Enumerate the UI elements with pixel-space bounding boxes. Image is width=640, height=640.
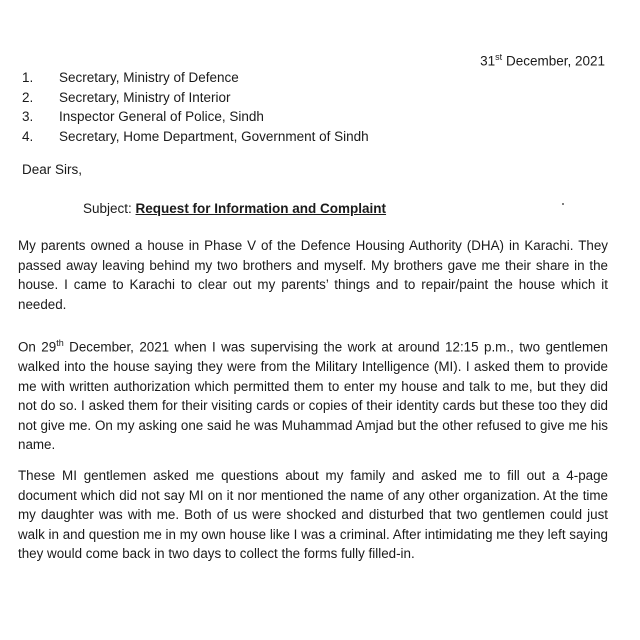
recipient-item [22, 127, 369, 147]
recipient-text: Secretary, Ministry of Interior [59, 89, 231, 105]
paragraph-2-sup: th [56, 338, 64, 348]
subject-text: Request for Information and Complaint [135, 201, 387, 216]
recipient-number: 4. [22, 128, 34, 144]
recipient-number: 3. [22, 109, 34, 124]
date-rest: December, 2021 [502, 53, 605, 69]
recipient-number: 1. [22, 70, 34, 85]
recipient-item [22, 68, 369, 88]
letter-date [480, 52, 605, 69]
recipient-number: 2. [22, 89, 34, 105]
paragraph-2 [18, 334, 608, 455]
recipient-text: Secretary, Home Department, Government of Sindh [59, 128, 369, 144]
recipient-item [22, 88, 369, 108]
recipient-list [22, 68, 369, 146]
subject-line [83, 201, 386, 216]
date-day: 31 [480, 53, 496, 69]
paragraph-3: These MI gentlemen asked me questions about my family and asked me to fill out a 4-page document which did not say MI on it nor mentioned the name of any other organization. At the time my daughter was with me. Both of us were shocked and disturbed that two gentlemen could just walk in and question me in my own house like I was a criminal. After intimidating me they left saying they would come back in two days to collect the forms fully filled-in. [18, 468, 608, 562]
recipient-text: Secretary, Ministry of Defence [59, 70, 239, 85]
subject-label: Subject: [83, 201, 132, 216]
paragraph-1: My parents owned a house in Phase V of the Defence Housing Authority (DHA) in Karachi. They passed away leaving behind my two brothers and myself. My brothers gave me their share in the house. I came to Karachi to clear out my parents’ things and to repair/paint the house which it needed. [18, 238, 608, 312]
recipient-text: Inspector General of Police, Sindh [59, 109, 264, 124]
paragraph-2-start: On 29 [18, 339, 57, 355]
scan-speck [562, 203, 564, 205]
date-suffix: st [495, 52, 503, 62]
salutation: Dear Sirs, [22, 162, 83, 177]
paragraph-2-rest: December, 2021 when I was supervising the work at around 12:15 p.m., two gentlemen walked into the house saying they were from the Military Intelligence (MI). I asked them to provide me with written authorization which permitted them to enter my house and talk to me, but they did not do so. I asked them for their visiting cards or copies of their identity cards but these too they did not give me. On my asking one said he was Muhammad Amjad but the other refused to give me his name. [18, 339, 609, 453]
recipient-item [22, 107, 369, 127]
